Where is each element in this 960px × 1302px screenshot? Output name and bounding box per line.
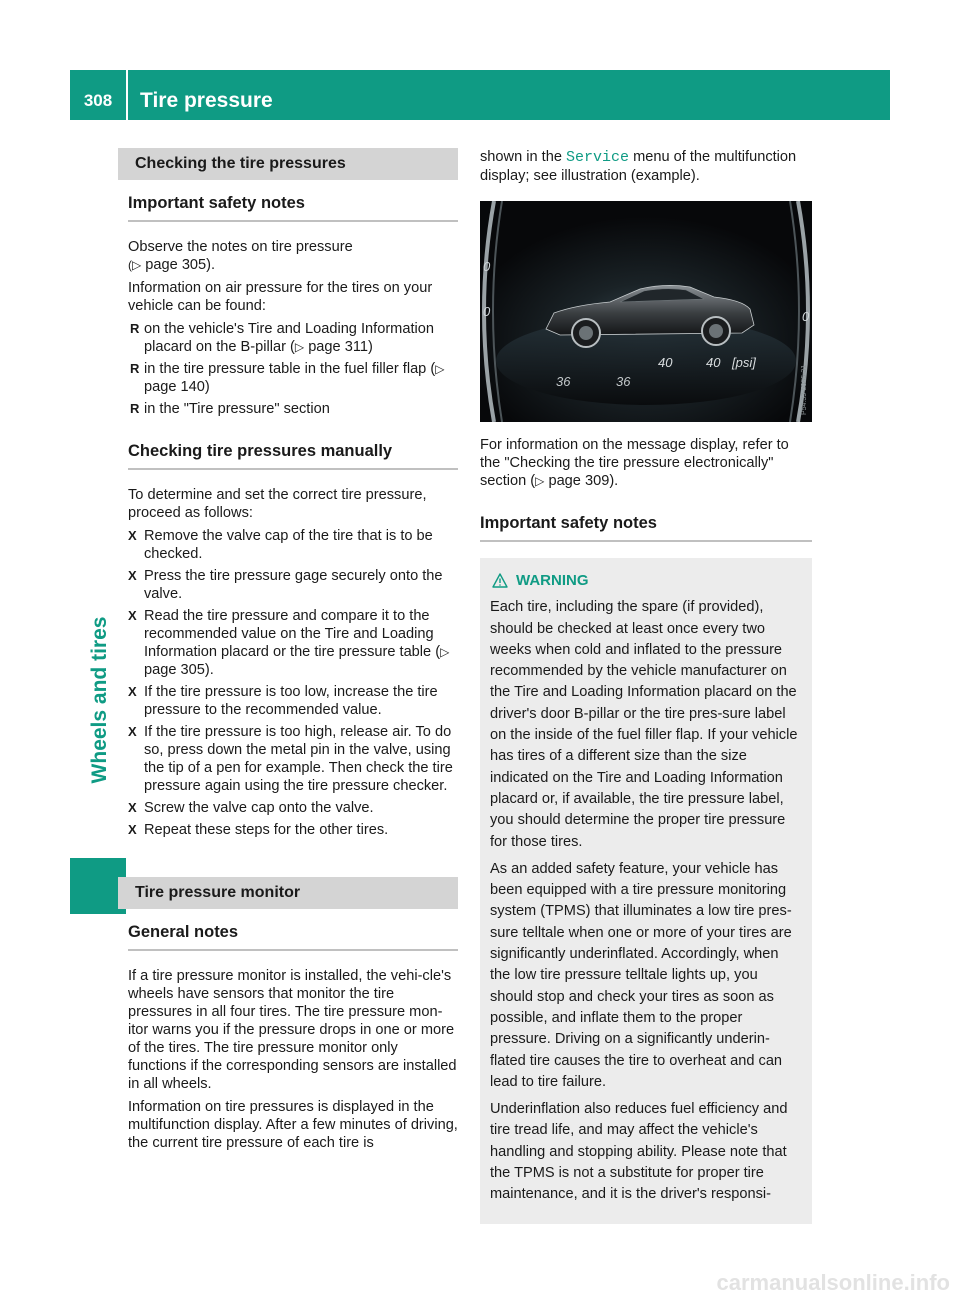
warning-paragraph-1: Each tire, including the spare (if provided), should be checked at least once every two weeks when cold and inflated to the pressure recommended by the vehicle manufacturer on the Tire and Loading Information placard on the driver's door B-pillar or the tire pres-sure label on the inside of the fuel filler flap. If your vehicle has tires of a different size than the size indicated on the Tire and Loading Information placard or, if available, the tire pressure label, you should determine the proper tire pressure for those tires.	[490, 599, 798, 850]
page-title: Tire pressure	[140, 89, 273, 112]
display-graphic	[480, 201, 812, 422]
tire-pressure-front-left: 40	[658, 355, 673, 370]
tire-pressure-rear-left: 36	[556, 374, 571, 389]
list-item-text: in the "Tire pressure" section	[144, 401, 330, 417]
step-text: Remove the valve cap of the tire that is to be checked.	[144, 528, 433, 562]
safety-notes-paragraph	[128, 238, 458, 274]
warning-box	[480, 558, 812, 1224]
step-item	[128, 799, 458, 817]
heading-important-safety-notes: Important safety notes	[128, 192, 458, 222]
heading-general-notes: General notes	[128, 921, 458, 951]
warning-paragraph-3: Underinflation also reduces fuel efficiency and tire tread life, and may affect the vehicle's handling and stopping ability. Please note that the TPMS is not a substitute for proper tire maintenance, and it is the driver's responsi-	[490, 1101, 788, 1203]
list-item	[128, 360, 458, 396]
step-text: Press the tire pressure gage securely onto the valve.	[144, 568, 443, 602]
multifunction-display-illustration	[480, 201, 812, 422]
step-item	[128, 607, 458, 679]
heading-important-safety-notes-2: Important safety notes	[480, 512, 812, 542]
step-arrow-icon: X	[128, 800, 137, 815]
right-column	[480, 148, 812, 1224]
page-ref-arrow-icon: ▷	[435, 362, 445, 376]
step-item	[128, 527, 458, 563]
step-text: If the tire pressure is too high, release air. To do so, press down the metal pin in the valve, using the tip of a pen for example. Then check the tire pressure again using the tire pressure checker.	[144, 724, 453, 794]
display-intro-paragraph	[480, 148, 812, 185]
tire-pressure-rear-right: 36	[616, 374, 631, 389]
page-ref-link[interactable]: page 305).	[144, 662, 214, 678]
section-band-checking: Checking the tire pressures	[118, 148, 458, 180]
figure-reference-code: P54.33-5085-31	[801, 364, 808, 415]
step-arrow-icon: X	[128, 568, 137, 583]
step-arrow-icon: X	[128, 684, 137, 699]
left-column	[118, 148, 458, 1157]
left-gauge-numeral-2: 0	[483, 304, 491, 319]
step-item	[128, 723, 458, 795]
bullet-icon: R	[130, 361, 140, 376]
figure-caption	[480, 436, 812, 490]
step-text: Screw the valve cap onto the valve.	[144, 800, 374, 816]
pressure-info-paragraph: Information on air pressure for the tires on your vehicle can be found:	[128, 280, 433, 314]
page-ref-arrow-icon: ▷	[535, 474, 545, 488]
step-item	[128, 683, 458, 719]
general-notes-paragraph-2: Information on tire pressures is displayed in the multifunction display. After a few minutes of driving, the current tire pressure of each tire is	[128, 1099, 458, 1151]
step-text: Read the tire pressure and compare it to the recommended value on the Tire and Loading Information placard or the tire pressure table (	[144, 608, 441, 660]
list-item-text: in the tire pressure table in the fuel filler flap (	[144, 361, 436, 377]
page-ref-link[interactable]: page 140)	[144, 379, 210, 395]
step-item	[128, 567, 458, 603]
warning-paragraph-2: As an added safety feature, your vehicle has been equipped with a tire pressure monitoring system (TPMS) that illuminates a low tire pres-sure telltale when one or more of your tires are significantly underinflated. Accordingly, when the low tire pressure telltale lights up, you should stop and check your tires as soon as possible, and inflate them to the proper pressure. Driving on a significantly underin-flated tire causes the tire to overheat and can lead to tire failure.	[490, 860, 792, 1090]
service-menu-label: Service	[566, 149, 630, 166]
page-ref-marker: (▷	[128, 258, 142, 272]
step-text: If the tire pressure is too low, increase the tire pressure to the recommended value.	[144, 684, 438, 718]
list-item	[128, 400, 458, 418]
figure-caption-text: For information on the message display, refer to the "Checking the tire pressure electronically" section (	[480, 437, 789, 489]
manual-intro: To determine and set the correct tire pressure, proceed as follows:	[128, 487, 427, 521]
page-ref-link[interactable]: page 309).	[548, 473, 619, 489]
page-ref-link[interactable]: page 305).	[145, 257, 216, 273]
page-ref-arrow-icon: ▷	[440, 645, 450, 659]
heading-manual-check: Checking tire pressures manually	[128, 440, 458, 470]
display-intro-text-2: menu of the multifunction display; see illustration (example).	[480, 149, 797, 184]
warning-title	[490, 570, 802, 591]
bullet-icon: R	[130, 401, 140, 416]
warning-triangle-icon	[492, 573, 508, 588]
right-gauge-numeral: 0	[802, 309, 810, 324]
list-item	[128, 320, 458, 356]
page-ref-link[interactable]: page 311)	[308, 339, 373, 355]
step-arrow-icon: X	[128, 528, 137, 543]
general-notes-paragraph: If a tire pressure monitor is installed, the vehi-cle's wheels have sensors that monitor the tire pressures in all four tires. The tire pressure mon-itor warns you if the pressure drops in one or more of the tires. The tire pressure monitor only functions if the corresponding sensors are installed in all wheels.	[128, 968, 457, 1092]
warning-title-text: WARNING	[516, 572, 589, 589]
car-front-hub	[579, 326, 593, 340]
section-band-tire-pressure-monitor: Tire pressure monitor	[118, 877, 458, 909]
page-ref-arrow-icon: ▷	[294, 340, 305, 354]
list-item-text: on the vehicle's Tire and Loading Information placard on the B-pillar (	[144, 321, 434, 355]
step-arrow-icon: X	[128, 724, 137, 739]
display-intro-text: shown in the	[480, 149, 562, 165]
safety-notes-text: Observe the notes on tire pressure	[128, 239, 353, 255]
page-number: 308	[83, 91, 113, 110]
left-gauge-numeral: 0	[483, 259, 491, 274]
header-divider	[126, 70, 128, 120]
step-arrow-icon: X	[128, 608, 137, 623]
step-text: Repeat these steps for the other tires.	[144, 822, 389, 838]
footer-watermark: carmanualsonline.info	[716, 1270, 950, 1295]
side-tab-label	[86, 510, 114, 890]
side-tab-text: Wheels and tires	[88, 616, 111, 784]
step-arrow-icon: X	[128, 822, 137, 837]
tire-pressure-front-right: 40	[706, 355, 721, 370]
pressure-unit-label: [psi]	[732, 355, 756, 370]
step-item	[128, 821, 458, 839]
bullet-icon: R	[130, 321, 140, 336]
car-rear-hub	[709, 324, 723, 338]
